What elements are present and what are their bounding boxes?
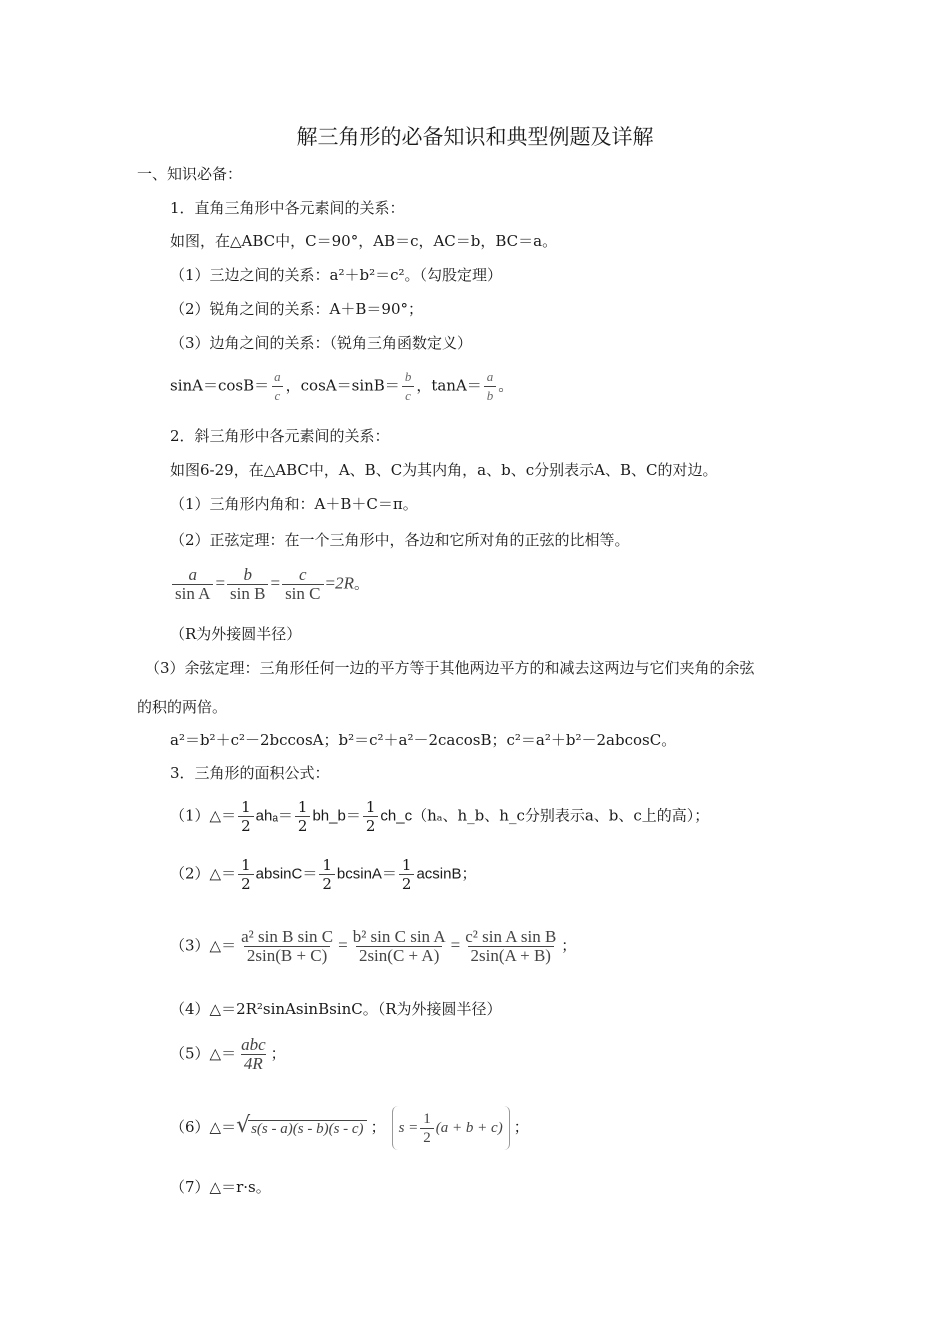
fraction-half	[319, 856, 335, 893]
trig-cos-label: ，cosA＝sinB＝	[285, 376, 400, 395]
fraction-abc-over-4R	[238, 1036, 269, 1073]
rhs-2R: 2R	[335, 573, 354, 593]
paragraph-angle-sum: （1）三角形内角和：A＋B＋C＝π。	[170, 495, 418, 513]
paragraph-sine-law: （2）正弦定理：在一个三角形中，各边和它所对角的正弦的比相等。	[170, 531, 630, 549]
term: acsinB；	[416, 865, 477, 883]
fraction-half	[238, 798, 254, 835]
denominator: 2sin(C + A)	[356, 946, 442, 965]
area-formula-6	[170, 1106, 529, 1150]
term: bcsinA＝	[336, 865, 397, 883]
fraction-b-over-c	[402, 368, 415, 405]
numerator: b	[404, 369, 412, 384]
numerator: b² sin C sin A	[352, 927, 446, 946]
radicand: s(s - a)(s - b)(s - c)	[248, 1120, 366, 1137]
fraction-a2sinBsinC	[238, 928, 336, 965]
fraction-half	[238, 856, 254, 893]
trig-tan-label: ，tanA＝	[416, 376, 482, 395]
period: 。	[353, 574, 369, 593]
trig-definitions	[170, 368, 513, 405]
fraction-b-over-sinB	[227, 566, 268, 603]
area-formula-3: （3）△＝ $\frac{\text{a² sin B sin C}}{2\sin(B + C)}$ = $\frac{\text{b² sin C sin A}}{2\sin(C + A)}$ = $\frac{\text{c² sin A sin B}}{2\sin(A + B)}$ ；	[170, 927, 577, 965]
subsection-heading-area: 3．三角形的面积公式：	[170, 764, 330, 782]
fraction-half	[420, 1110, 434, 1147]
denominator: 2sin(A + B)	[468, 946, 554, 965]
area-formula-1	[170, 798, 709, 835]
semicolon: ；	[561, 936, 577, 955]
paragraph-oblique-intro: 如图6-29，在△ABC中，A、B、C为其内角，a、b、c分别表示A、B、C的对边。	[170, 461, 718, 479]
label: （5）△＝	[170, 1044, 237, 1063]
denominator: 2	[420, 1128, 434, 1147]
note-circumradius: （R为外接圆半径）	[170, 625, 302, 643]
area-formula-2	[170, 856, 477, 893]
denominator: 2	[238, 874, 254, 893]
fraction-b2sinCsinA	[350, 928, 449, 965]
sine-law-formula: $\frac{a}{\text{sin A}}$ = $\frac{b}{\text{sin B}}$ = $\frac{c}{\text{sin C}}$ =2R。	[170, 566, 369, 603]
subsection-heading-right-triangle: 1．直角三角形中各元素间的关系：	[170, 199, 405, 217]
denominator: 2	[399, 874, 415, 893]
denominator: c	[402, 386, 414, 405]
denominator: 4R	[241, 1054, 266, 1073]
numerator: a² sin B sin C	[241, 927, 334, 946]
label: （1）△＝	[170, 806, 237, 825]
semicolon: ；	[513, 1118, 529, 1136]
fraction-a-over-c	[271, 368, 284, 405]
denominator: c	[272, 386, 284, 405]
denominator: 2	[319, 874, 335, 893]
label: （6）△＝	[170, 1118, 237, 1136]
numerator: 1	[241, 856, 251, 874]
paragraph-pythagoras: （1）三边之间的关系：a²＋b²＝c²。（勾股定理）	[170, 266, 503, 284]
numerator: 1	[423, 1110, 431, 1127]
area-formula-4: （4）△＝2R²sinAsinBsinC。（R为外接圆半径）	[170, 1000, 502, 1018]
page-title: 解三角形的必备知识和典型例题及详解	[296, 125, 654, 149]
denominator: sin C	[282, 584, 323, 603]
denominator: 2	[295, 816, 311, 835]
numerator: c	[299, 565, 307, 584]
fraction-c2sinAsinB	[462, 928, 559, 965]
term: absinC＝	[255, 865, 318, 883]
paragraph-side-angle: （3）边角之间的关系：（锐角三角函数定义）	[170, 334, 473, 352]
cosine-law-formulas: a²＝b²＋c²－2bccosA；b²＝c²＋a²－2cacosB；c²＝a²＋b²－2abcosC。	[170, 731, 677, 749]
numerator: a	[486, 369, 494, 384]
numerator: 1	[401, 856, 412, 874]
fraction-half	[399, 856, 415, 893]
numerator: 1	[241, 798, 251, 816]
denominator: sin B	[227, 584, 268, 603]
numerator: 1	[297, 798, 308, 816]
term: bh_b＝	[312, 807, 361, 825]
paragraph-intro: 如图，在△ABC中，C＝90°，AB＝c，AC＝b，BC＝a。	[170, 232, 558, 250]
semicolon: ；	[370, 1118, 386, 1136]
radical-sign: √	[236, 1112, 251, 1138]
semicolon: ；	[270, 1044, 286, 1063]
denominator: 2sin(B + C)	[244, 946, 330, 965]
fraction-a-over-b	[484, 368, 497, 405]
denominator: 2	[363, 816, 379, 835]
numerator: a	[188, 565, 197, 584]
trig-sin-label: sinA＝cosB＝	[170, 376, 270, 395]
numerator: 1	[322, 856, 332, 874]
term: ahₐ＝	[255, 807, 293, 825]
numerator: abc	[241, 1035, 266, 1054]
semiperimeter-definition	[392, 1106, 510, 1150]
section-heading: 一、知识必备：	[137, 165, 243, 183]
denominator: b	[484, 386, 497, 405]
numerator: 1	[365, 798, 376, 816]
denominator: sin A	[172, 584, 213, 603]
note: （hₐ、h_b、h_c分别表示a、b、c上的高）；	[412, 806, 710, 825]
fraction-a-over-sinA	[172, 566, 213, 603]
denominator: 2	[238, 816, 254, 835]
subsection-heading-oblique: 2．斜三角形中各元素间的关系：	[170, 427, 390, 445]
period: 。	[498, 376, 514, 395]
fraction-half	[363, 798, 379, 835]
numerator: c² sin A sin B	[465, 927, 557, 946]
area-formula-5	[170, 1036, 286, 1073]
paragraph-cosine-law-1: （3）余弦定理：三角形任何一边的平方等于其他两边平方的和减去这两边与它们夹角的余弦	[145, 659, 755, 677]
area-formula-7: （7）△＝r·s。	[170, 1178, 271, 1196]
numerator: a	[274, 369, 281, 384]
term: ch_c	[380, 807, 413, 825]
numerator: b	[243, 565, 252, 584]
fraction-half	[295, 798, 311, 835]
label: （3）△＝	[170, 936, 237, 955]
label: （2）△＝	[170, 864, 237, 883]
paragraph-cosine-law-2: 的积的两倍。	[137, 698, 228, 716]
sum-abc: (a + b + c)	[435, 1120, 503, 1136]
s-equals: s =	[398, 1120, 419, 1136]
fraction-c-over-sinC	[282, 566, 323, 603]
heron-radical	[236, 1112, 366, 1139]
paragraph-acute-angles: （2）锐角之间的关系：A＋B＝90°；	[170, 300, 423, 318]
